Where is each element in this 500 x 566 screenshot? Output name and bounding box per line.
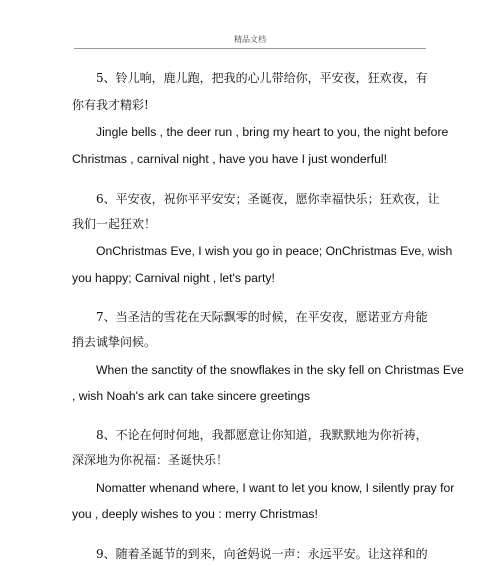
entry-7-english-line-2: , wish Noah's ark can take sincere greetings bbox=[72, 389, 311, 403]
header-divider bbox=[74, 48, 426, 49]
page-header: 精品文档 bbox=[234, 35, 266, 44]
entry-6-english-line-1: OnChristmas Eve, I wish you go in peace; OnChristmas Eve, wish bbox=[96, 244, 453, 258]
entry-6-english-line-2: you happy; Carnival night , let's party! bbox=[72, 271, 275, 285]
entry-9-chinese-line-1: 9、随着圣诞节的到来，向爸妈说一声：永远平安。让这祥和的 bbox=[96, 547, 428, 561]
entry-6-chinese-line-2: 我们一起狂欢！ bbox=[72, 217, 157, 231]
entry-5-chinese-line-1: 5、铃儿响，鹿儿跑，把我的心儿带给你，平安夜，狂欢夜，有 bbox=[96, 71, 428, 85]
entry-8-chinese-line-1: 8、不论在何时何地，我都愿意让你知道，我默默地为你祈祷， bbox=[96, 428, 428, 442]
entry-6-chinese-line-1: 6、平安夜，祝你平平安安；圣诞夜，愿你幸福快乐；狂欢夜，让 bbox=[96, 192, 440, 206]
entry-5-english-line-2: Christmas , carnival night , have you have I just wonderful! bbox=[72, 152, 387, 166]
entry-7-chinese-line-2: 捎去诚挚问候。 bbox=[72, 335, 157, 349]
entry-8-chinese-line-2: 深深地为你祝福：圣诞快乐！ bbox=[72, 453, 229, 467]
entry-5-english-line-1: Jingle bells , the deer run , bring my heart to you, the night before bbox=[96, 125, 449, 139]
entry-7-chinese-line-1: 7、当圣洁的雪花在天际飘零的时候，在平安夜，愿诺亚方舟能 bbox=[96, 310, 428, 324]
entry-5-chinese-line-2: 你有我才精彩! bbox=[72, 98, 149, 112]
entry-8-english-line-1: Nomatter whenand where, I want to let you know, I silently pray for bbox=[96, 481, 455, 495]
entry-8-english-line-2: you , deeply wishes to you : merry Christmas! bbox=[72, 507, 318, 521]
entry-7-english-line-1: When the sanctity of the snowflakes in the sky fell on Christmas Eve bbox=[96, 363, 464, 377]
